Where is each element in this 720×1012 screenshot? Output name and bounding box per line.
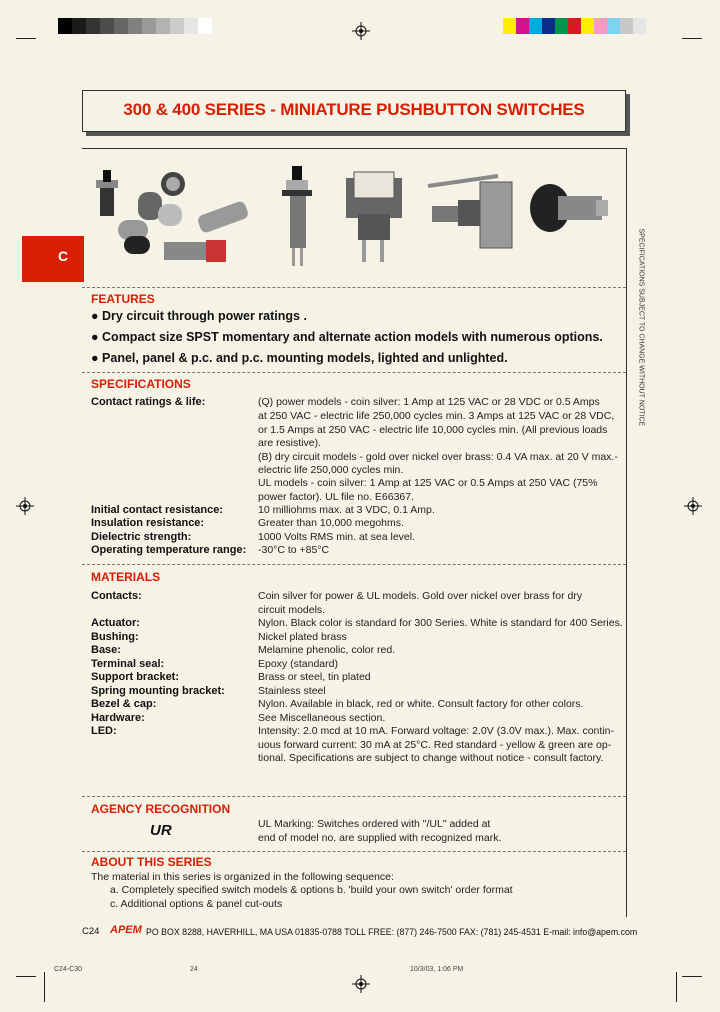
page-number: C24 [82, 926, 100, 937]
colorbar-swatch [607, 18, 620, 34]
materials-heading: MATERIALS [91, 570, 161, 584]
color-calibration-bar [503, 18, 646, 39]
colorbar-swatch [529, 18, 542, 34]
grayscale-swatch [142, 18, 156, 34]
colorbar-swatch [594, 18, 607, 34]
about-item-c: c. Additional options & panel cut-outs [110, 898, 283, 910]
material-value: Epoxy (standard) [258, 658, 338, 670]
crop-mark [16, 38, 36, 39]
material-value: uous forward current: 30 mA at 25°C. Red standard - yellow & green are op- [258, 739, 612, 751]
spec-label: Insulation resistance: [91, 517, 205, 529]
product-photo [88, 156, 618, 274]
registration-mark-left-icon [16, 497, 34, 515]
spec-value: electric life 250,000 cycles min. [258, 464, 404, 476]
spec-label: Initial contact resistance: [91, 504, 224, 516]
material-label: Bushing: [91, 631, 139, 643]
colorbar-swatch [555, 18, 568, 34]
material-label: Contacts: [91, 590, 142, 602]
agency-text: end of model no. are supplied with recognized mark. [258, 832, 502, 844]
grayscale-swatch [58, 18, 72, 34]
section-tab [22, 236, 84, 282]
spec-value: (B) dry circuit models - gold over nickel over brass: 0.4 VA max. at 20 V max.- [258, 451, 618, 463]
crop-mark [16, 976, 36, 977]
spec-value: 1000 Volts RMS min. at sea level. [258, 531, 415, 543]
grayscale-swatch [156, 18, 170, 34]
side-note [632, 228, 645, 427]
colorbar-swatch [633, 18, 646, 34]
colorbar-swatch [581, 18, 594, 34]
divider [82, 564, 626, 565]
material-value: See Miscellaneous section. [258, 712, 386, 724]
grayscale-swatch [72, 18, 86, 34]
divider [82, 372, 626, 373]
material-value: Melamine phenolic, color red. [258, 644, 396, 656]
page-title: 300 & 400 SERIES - MINIATURE PUSHBUTTON SWITCHES [123, 100, 585, 119]
grayscale-swatch [170, 18, 184, 34]
material-value: Nylon. Available in black, red or white. Consult factory for other colors. [258, 698, 584, 710]
material-value: Intensity: 2.0 mcd at 10 mA. Forward voltage: 2.0V (3.0V max.). Max. contin- [258, 725, 614, 737]
spec-label: Contact ratings & life: [91, 396, 206, 408]
registration-mark-right-icon [684, 497, 702, 515]
grayscale-swatch [128, 18, 142, 34]
material-value: Nickel plated brass [258, 631, 347, 643]
feature-item: ● Dry circuit through power ratings . [91, 309, 307, 323]
spec-value: Greater than 10,000 megohms. [258, 517, 404, 529]
spec-value: -30°C to +85°C [258, 544, 330, 556]
material-label: Terminal seal: [91, 658, 165, 670]
switch-bracket-mount-icon [428, 176, 512, 248]
ul-recognized-logo-icon: UR [150, 822, 172, 839]
agency-text: UL Marking: Switches ordered with "/UL" added at [258, 818, 491, 830]
switch-bezel-cap-icon [530, 184, 608, 232]
material-label: Spring mounting bracket: [91, 685, 225, 697]
spec-label: Operating temperature range: [91, 544, 247, 556]
material-label: LED: [91, 725, 117, 737]
material-value: Stainless steel [258, 685, 326, 697]
material-value: Nylon. Black color is standard for 300 Series. White is standard for 400 Series. [258, 617, 623, 629]
material-label: Support bracket: [91, 671, 180, 683]
spec-value: (Q) power models - coin silver: 1 Amp at 125 VAC or 28 VDC or 0.5 Amps [258, 396, 600, 408]
agency-heading: AGENCY RECOGNITION [91, 802, 231, 816]
material-value: Brass or steel, tin plated [258, 671, 371, 683]
registration-mark-bottom-icon [352, 975, 370, 993]
grayscale-calibration-bar [58, 18, 212, 39]
brand-logo: APEM [110, 924, 142, 936]
section-tab-label: C [58, 248, 69, 264]
material-label: Bezel & cap: [91, 698, 157, 710]
features-heading: FEATURES [91, 292, 155, 306]
contact-info: PO BOX 8288, HAVERHILL, MA USA 01835-0788 TOLL FREE: (877) 246-7500 FAX: (781) 245-4531 E-mail: info@apem.com [146, 927, 638, 937]
title-box [82, 90, 626, 132]
spec-value: UL models - coin silver: 1 Amp at 125 VAC or 0.5 Amps at 250 VAC (75% [258, 477, 598, 489]
material-value: circuit models. [258, 604, 326, 616]
about-intro: The material in this series is organized in the following sequence: [91, 871, 394, 883]
switch-square-lighted-icon [346, 172, 402, 262]
grayscale-swatch [100, 18, 114, 34]
slug-mid: 24 [190, 966, 198, 973]
about-item-b: b. 'build your own switch' order format [337, 884, 513, 896]
specifications-heading: SPECIFICATIONS [91, 377, 191, 391]
feature-item: ● Compact size SPST momentary and alternate action models with numerous options. [91, 330, 603, 344]
grayscale-swatch [114, 18, 128, 34]
spec-value: are resistive). [258, 437, 322, 449]
material-label: Base: [91, 644, 121, 656]
switch-panel-mount-icon [282, 166, 312, 266]
crop-mark [44, 972, 45, 1002]
spec-value: at 250 VAC - electric life 250,000 cycles min. 3 Amps at 125 VAC or 28 VDC, [258, 410, 615, 422]
grayscale-swatch [86, 18, 100, 34]
material-value: Coin silver for power & UL models. Gold over nickel over brass for dry [258, 590, 583, 602]
grayscale-swatch [184, 18, 198, 34]
divider [82, 796, 626, 797]
spec-value: 10 milliohms max. at 3 VDC, 0.1 Amp. [258, 504, 435, 516]
divider [82, 851, 626, 852]
spec-value: power factor). UL file no. E66367. [258, 491, 415, 503]
material-label: Hardware: [91, 712, 145, 724]
crop-mark [682, 38, 702, 39]
spec-label: Dielectric strength: [91, 531, 192, 543]
colorbar-swatch [620, 18, 633, 34]
colorbar-swatch [503, 18, 516, 34]
colorbar-swatch [568, 18, 581, 34]
feature-item: ● Panel, panel & p.c. and p.c. mounting models, lighted and unlighted. [91, 351, 508, 365]
switch-group-cluster-icon [96, 170, 250, 262]
material-label: Actuator: [91, 617, 140, 629]
slug-right: 10/3/03, 1:06 PM [410, 966, 464, 973]
colorbar-swatch [516, 18, 529, 34]
slug-left: C24-C30 [54, 966, 83, 973]
grayscale-swatch [198, 18, 212, 34]
about-heading: ABOUT THIS SERIES [91, 855, 212, 869]
spec-value: or 1.5 Amps at 250 VAC - electric life 10,000 cycles min. (All previous loads [258, 424, 608, 436]
material-value: tional. Specifications are subject to change without notice - consult factory. [258, 752, 604, 764]
crop-mark [676, 972, 677, 1002]
crop-mark [682, 976, 702, 977]
colorbar-swatch [542, 18, 555, 34]
side-note-text: SPECIFICATIONS SUBJECT TO CHANGE WITHOUT NOTICE [637, 228, 645, 427]
divider [82, 287, 626, 288]
about-item-a: a. Completely specified switch models & options [110, 884, 335, 896]
registration-mark-top-icon [352, 22, 370, 40]
